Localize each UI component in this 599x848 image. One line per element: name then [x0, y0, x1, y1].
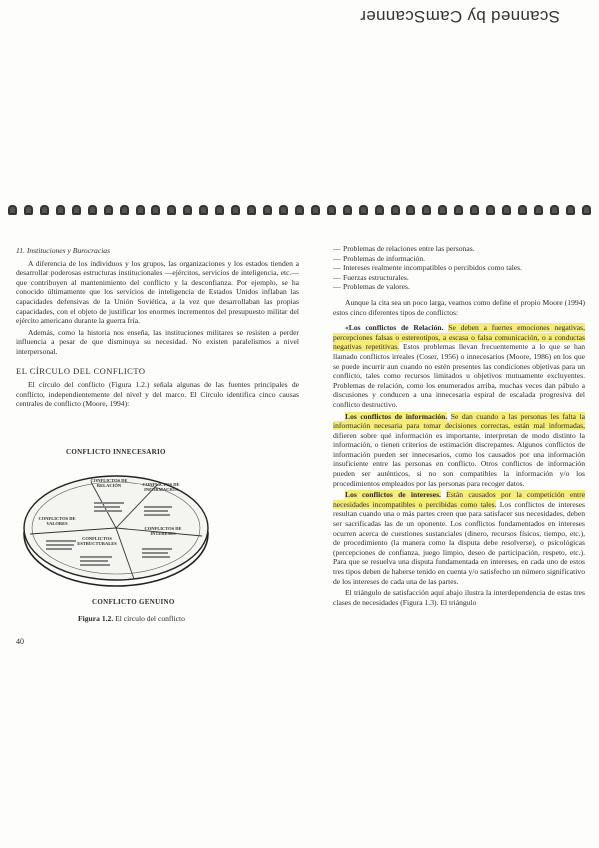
- paragraph-relacion: [333, 323, 585, 409]
- segment-intereses: CONFLICTOS DE INTERESES: [144, 526, 182, 536]
- highlighted-text: Están causados por la competición entre necesidades incompatibles o percibidas como tales.: [333, 490, 586, 509]
- highlighted-text: Se deben a fuertes emociones negativas, percepciones falsas o estereotipos, a escasa o falsa comunicación, o a conductas negativas repetitivas.: [333, 323, 585, 352]
- paragraph-text: difieren sobre qué información es importante, interpretan de modo distinto la información, o tienen criterios de estimación discrepantes. Algunos conflictos de información pueden ser innecesarios, como los causados por una información insuficiente entre las personas en conflicto. Otros conflictos de información pueden ser auténticos, si no son compatibles la información y/o los procedimientos empleados por las personas para recoger datos.: [333, 430, 585, 488]
- list-item: — Fuerzas estructurales.: [333, 273, 585, 283]
- segment-valores: CONFLICTOS DE VALORES: [38, 516, 76, 526]
- segment-estructurales: CONFLICTOS ESTRUCTURALES: [77, 536, 117, 546]
- highlighted-text: Se dan cuando a las personas les falta la información necesaria para tomar decisiones correctas, están mal informadas,: [333, 411, 585, 431]
- paragraph-text: Estos problemas llevan frecuentemente a lo que se han llamado conflictos irreales (Coser, 1956) o innecesarios (Moore, 1986) en los que se puede incurrir aun cuando no estén presentes las condiciones objetivas para un conflicto, tales como recursos limitados u objetivos mutuamente excluyentes. Problemas de relación, como los enumerados arriba, muchas veces dan pábulo a discusiones y conducen a una innecesaria espiral de escalada progresiva del conflicto destructivo.: [333, 342, 585, 409]
- figure-caption: [78, 614, 185, 623]
- paragraph: El triángulo de satisfacción aquí abajo ilustra la interdependencia de estas tres clases de necesidades (Figura 1.3). El triángulo: [333, 588, 585, 607]
- paragraph: El círculo del conflicto (Figura 1.2.) señala algunas de las fuentes principales de conflicto, independientemente del nivel y del marco. El Círculo identifica cinco causas centrales de conflicto (Moore, 1994):: [16, 380, 299, 409]
- intro-paragraph: Aunque la cita sea un poco larga, veamos como define el propio Moore (1994) estos cinco diferentes tipos de conflictos:: [333, 297, 585, 317]
- spiral-binding: [0, 205, 599, 219]
- paragraph-intereses: [333, 490, 585, 586]
- segment-informacion: CONFLICTOS DE INFORMACIÓN: [142, 482, 180, 492]
- paragraph-text: Los conflictos de intereses resultan cuando una o más partes creen que para satisfacer sus necesidades, deben ser sacrificadas las de un oponente. Los conflictos fundamentados en intereses ocurren acerca de cuestiones sustanciales (dinero, recursos físicos, tiempo, etc.), de procedimiento (la manera como la disputa debe resolverse), o psicológicas (percepciones de confianza, juego limpio, deseo de participación, respeto, etc.). Para que se resuelva una disputa fundamentada en intereses, en cada uno de estos tres tipos deben de haberse tenido en cuenta y/o satisfecho un número significativo de los intereses de cada una de las partes.: [333, 499, 585, 586]
- list-item: — Problemas de valores.: [333, 282, 585, 292]
- page-number: 40: [16, 637, 24, 646]
- segment-relacion: CONFLICTOS DE RELACIÓN: [90, 478, 128, 488]
- paragraph: A diferencia de los individuos y los grupos, las organizaciones y los estados tienden a desarrollar poderosas estructuras institucionales —ejércitos, servicios de inteligencia, etc.— que contribuyen al mantenimiento del conflicto y la desconfianza. Por ejemplo, se ha conocido últimamente que los servicios de inteligencia de Estados Unidos inflaban las capacidades defensivas de la Unión Soviética, a la vez que desarrollaban las propias capacidades, con el objeto de justificar los enormes incrementos del presupuesto militar del ejército americano durante la guerra fría.: [16, 258, 299, 326]
- figure-top-label: CONFLICTO INNECESARIO: [66, 448, 166, 456]
- right-page: [333, 244, 585, 634]
- conflict-circle-figure: [16, 448, 216, 613]
- figure-bottom-label: CONFLICTO GENUINO: [92, 598, 175, 606]
- paragraph-informacion: [333, 412, 585, 489]
- section-heading: 11. Instituciones y Burocracias: [16, 246, 111, 255]
- paragraph: Además, como la historia nos enseña, las instituciones militares se resisten a perder influencia a pesar de que disminuya su necesidad. No existen paralelismos a nivel interpersonal.: [16, 327, 299, 356]
- list-item: — Problemas de relaciones entre las personas.: [333, 244, 585, 254]
- list-item: — Intereses realmente incompatibles o percibidos como tales.: [333, 263, 585, 273]
- list-item: — Problemas de información.: [333, 254, 585, 264]
- term-intereses: Los conflictos de intereses.: [345, 490, 441, 500]
- caption-text: El círculo del conflicto: [115, 614, 185, 623]
- watermark: Scanned by CamScanner: [359, 7, 561, 26]
- term-informacion: Los conflictos de información.: [345, 411, 448, 421]
- caption-number: Figura 1.2.: [78, 614, 114, 623]
- term-relacion: «Los conflictos de Relación.: [345, 323, 444, 333]
- section-title: EL CÍRCULO DEL CONFLICTO: [16, 365, 146, 376]
